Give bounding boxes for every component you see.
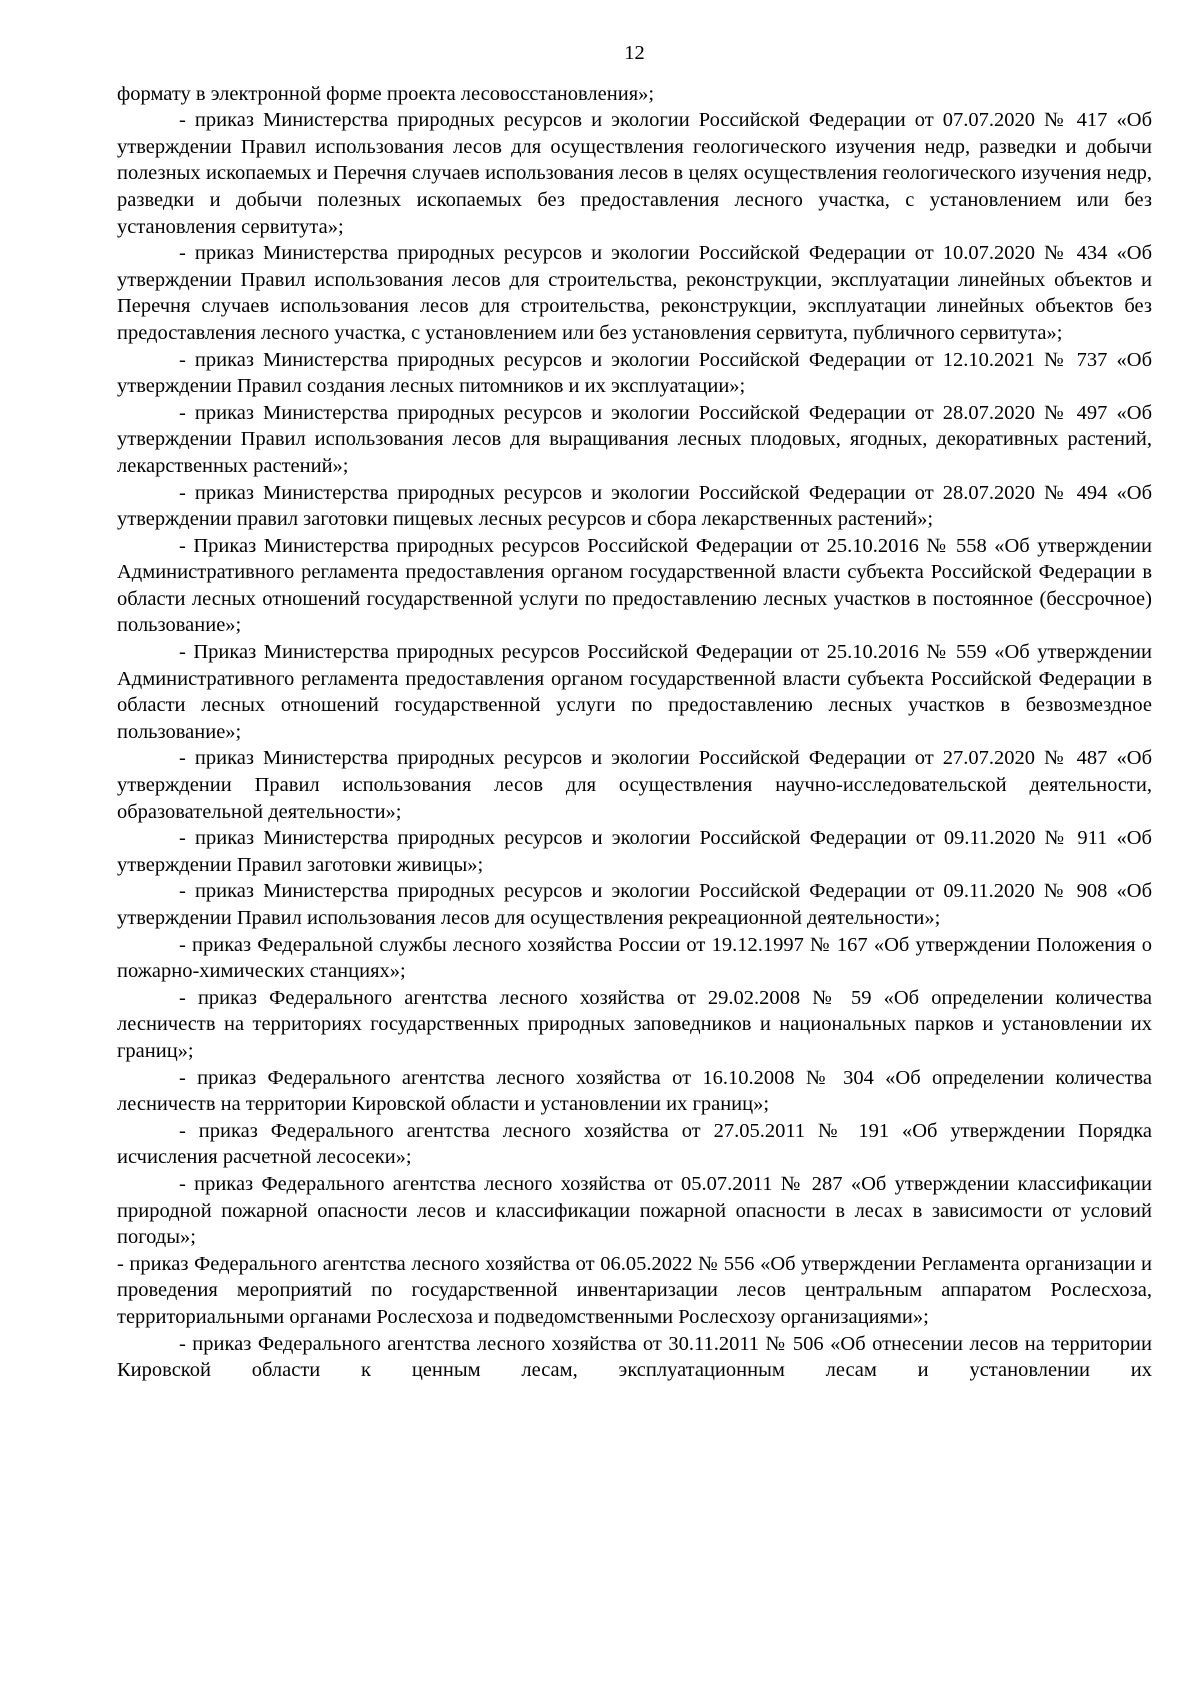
- document-paragraph: - приказ Федерального агентства лесного хозяйства от 29.02.2008 № 59 «Об определении количества лесничеств на территориях государственных природных заповедников и национальных парков и установлении их границ»;: [117, 986, 1152, 1062]
- document-paragraph: - приказ Федеральной службы лесного хозяйства России от 19.12.1997 № 167 «Об утверждении Положения о пожарно-химических станциях»;: [117, 933, 1152, 983]
- document-paragraph: - приказ Министерства природных ресурсов и экологии Российской Федерации от 09.11.2020 № 908 «Об утверждении Правил использования лесов для осуществления рекреационной деятельности»;: [117, 880, 1152, 929]
- document-paragraph: - Приказ Министерства природных ресурсов Российской Федерации от 25.10.2016 № 558 «Об утверждении Административного регламента предоставления органом государственной власти субъекта Российской Федерации в области лесных отношений государственной услуги по предоставлению лесных участков в постоянное (бессрочное) пользование»;: [117, 534, 1152, 637]
- document-paragraph: - приказ Министерства природных ресурсов и экологии Российской Федерации от 12.10.2021 № 737 «Об утверждении Правил создания лесных питомников и их эксплуатации»;: [117, 348, 1152, 398]
- document-paragraph: - приказ Федерального агентства лесного хозяйства от 05.07.2011 № 287 «Об утверждении классификации природной пожарной опасности лесов и классификации пожарной опасности в лесах в зависимости от условий погоды»;: [117, 1172, 1152, 1249]
- paragraph-list: [117, 81, 1152, 1384]
- document-page: [117, 40, 1152, 1384]
- document-paragraph: - приказ Министерства природных ресурсов и экологии Российской Федерации от 10.07.2020 № 434 «Об утверждении Правил использования лесов для строительства, реконструкции, эксплуатации линейных объектов и Перечня случаев использования лесов для строительства, реконструкции, эксплуатации линейных объектов без предоставления лесного участка, с установлением или без установления сервитута, публичного сервитута»;: [117, 242, 1152, 344]
- document-paragraph: - приказ Федерального агентства лесного хозяйства от 30.11.2011 № 506 «Об отнесении лесов на территории Кировской области к ценным лесам, эксплуатационным лесам и установлении их: [117, 1332, 1152, 1382]
- document-paragraph: формату в электронной форме проекта лесовосстановления»;: [117, 82, 655, 105]
- document-paragraph: - приказ Министерства природных ресурсов и экологии Российской Федерации от 09.11.2020 № 911 «Об утверждении Правил заготовки живицы»;: [117, 827, 1152, 876]
- document-paragraph: - приказ Министерства природных ресурсов и экологии Российской Федерации от 28.07.2020 № 494 «Об утверждении правил заготовки пищевых лесных ресурсов и сбора лекарственных растений»;: [117, 481, 1152, 531]
- document-paragraph: - приказ Министерства природных ресурсов и экологии Российской Федерации от 28.07.2020 № 497 «Об утверждении Правил использования лесов для выращивания лесных плодовых, ягодных, декоративных растений, лекарственных растений»;: [117, 401, 1152, 477]
- document-paragraph: - приказ Министерства природных ресурсов и экологии Российской Федерации от 07.07.2020 № 417 «Об утверждении Правил использования лесов для осуществления геологического изучения недр, разведки и добычи полезных ископаемых и Перечня случаев использования лесов в целях осуществления геологического изучения недр, разведки и добычи полезных ископаемых без предоставления лесного участка, с установлением или без установления сервитута»;: [117, 109, 1152, 238]
- page-number: 12: [624, 42, 645, 64]
- document-paragraph: - приказ Федерального агентства лесного хозяйства от 06.05.2022 № 556 «Об утверждении Регламента организации и проведения мероприятий по государственной инвентаризации лесов центральным аппаратом Рослесхоза, территориальными органами Рослесхоза и подведомственными Рослесхозу организациями»;: [117, 1252, 1152, 1328]
- document-paragraph: - Приказ Министерства природных ресурсов Российской Федерации от 25.10.2016 № 559 «Об утверждении Административного регламента предоставления органом государственной власти субъекта Российской Федерации в области лесных отношений государственной услуги по предоставлению лесных участков в безвозмездное пользование»;: [117, 641, 1152, 743]
- document-paragraph: - приказ Министерства природных ресурсов и экологии Российской Федерации от 27.07.2020 № 487 «Об утверждении Правил использования лесов для осуществления научно-исследовательской деятельности, образовательной деятельности»;: [117, 747, 1152, 823]
- document-paragraph: - приказ Федерального агентства лесного хозяйства от 16.10.2008 № 304 «Об определении количества лесничеств на территории Кировской области и установлении их границ»;: [117, 1066, 1152, 1116]
- document-paragraph: - приказ Федерального агентства лесного хозяйства от 27.05.2011 № 191 «Об утверждении Порядка исчисления расчетной лесосеки»;: [117, 1119, 1152, 1169]
